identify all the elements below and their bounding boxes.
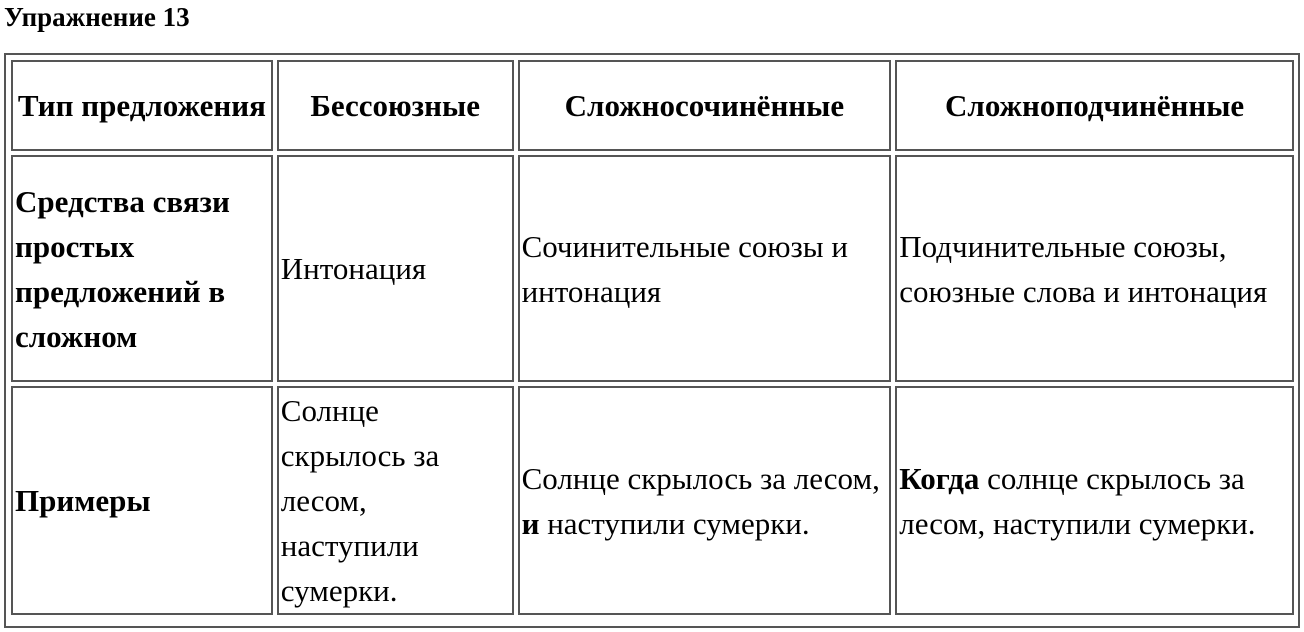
header-asyndetic: Бессоюзные — [277, 60, 514, 151]
table-cell — [518, 386, 892, 615]
header-row — [11, 60, 1294, 151]
row-label: Средства связи простых предложений в сложном — [11, 155, 273, 382]
table-cell: Интонация — [277, 155, 514, 382]
cell-bold-text: и — [521, 505, 540, 541]
table-cell: Подчинительные союзы, союзные слова и интонация — [895, 155, 1294, 382]
cell-text: наступили сумерки. — [539, 505, 810, 541]
table-cell: Солнце скрылось за лесом, наступили сумерки. — [277, 386, 514, 615]
comparison-table — [4, 53, 1300, 628]
table-row — [11, 155, 1294, 382]
table-cell: Сочинительные союзы и интонация — [518, 155, 892, 382]
cell-text: солнце скрылось за лесом, наступили сумерки. — [899, 460, 1256, 541]
cell-bold-text: Когда — [899, 460, 980, 496]
exercise-title: Упражнение 13 — [4, 2, 190, 32]
header-compound: Сложносочинённые — [518, 60, 892, 151]
table-cell — [895, 386, 1294, 615]
row-label: Примеры — [11, 386, 273, 615]
header-complex: Сложноподчинённые — [895, 60, 1294, 151]
header-type: Тип предложения — [11, 60, 273, 151]
cell-text: Солнце скрылось за лесом, — [521, 460, 880, 496]
table-row — [11, 386, 1294, 615]
